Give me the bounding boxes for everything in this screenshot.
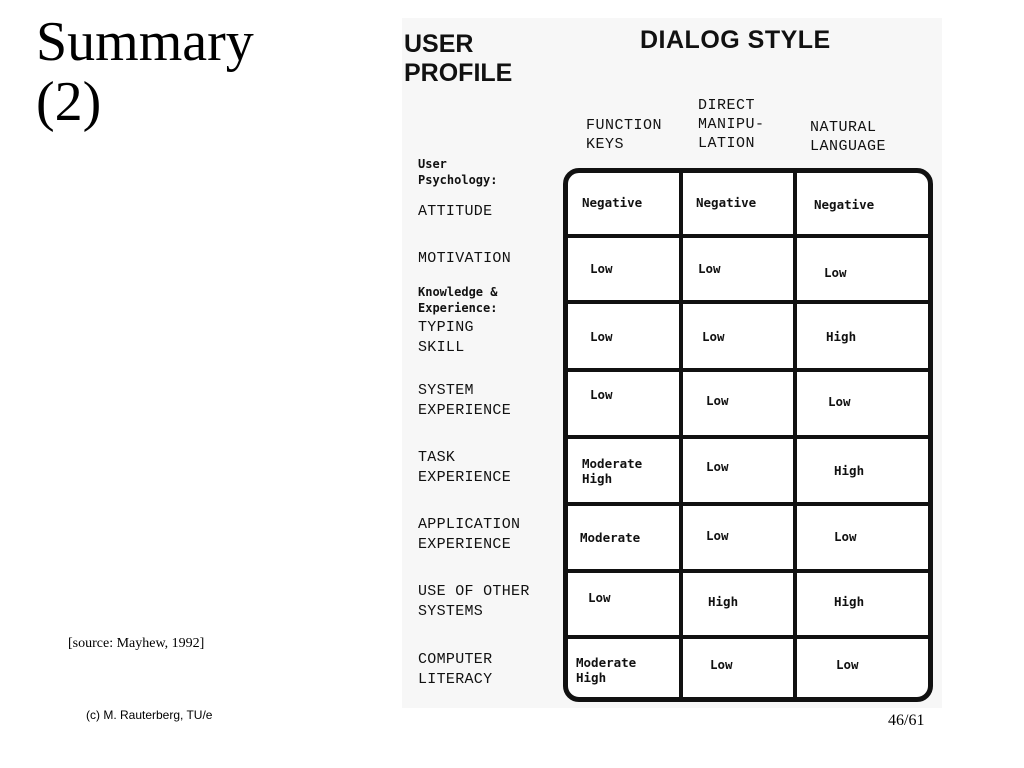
row-label-typing-skill xyxy=(418,318,474,358)
user-profile-heading-line-2: PROFILE xyxy=(404,59,513,87)
grid-cell-text: Low xyxy=(702,329,725,344)
section-label-user-psychology xyxy=(418,156,497,188)
grid-cell xyxy=(834,463,864,478)
section-label-line: Knowledge & xyxy=(418,285,498,299)
page-number: 46/61 xyxy=(888,712,925,729)
grid-cell xyxy=(710,657,733,672)
grid-cell xyxy=(590,387,613,402)
footer-copyright: (c) M. Rauterberg, TU/e xyxy=(86,708,213,722)
grid-cell-text: High xyxy=(826,329,857,344)
grid-cell-text: Low xyxy=(590,387,613,402)
section-label-knowledge-experience xyxy=(418,284,497,316)
column-header-function-keys xyxy=(586,116,662,154)
dialog-style-heading: DIALOG STYLE xyxy=(640,26,831,54)
grid-cell-text: Low xyxy=(706,393,729,408)
grid-cell xyxy=(702,329,725,344)
column-header-line: LATION xyxy=(698,135,756,152)
column-header-line: NATURAL xyxy=(810,119,877,136)
user-profile-heading xyxy=(404,30,512,88)
column-header-natural-language xyxy=(810,118,886,156)
row-label-attitude xyxy=(418,202,492,222)
source-citation: [source: Mayhew, 1992] xyxy=(68,636,205,651)
row-label-line: COMPUTER xyxy=(418,651,493,668)
grid-cell xyxy=(836,657,859,672)
grid-cell xyxy=(590,261,613,276)
grid-cell xyxy=(814,197,874,212)
grid-cell xyxy=(588,590,611,605)
row-label-computer-literacy xyxy=(418,650,492,690)
grid-cell xyxy=(576,655,636,685)
grid-cell xyxy=(698,261,721,276)
row-label-line: SYSTEMS xyxy=(418,603,484,620)
row-label-line: USE OF OTHER xyxy=(418,583,530,600)
column-header-line: FUNCTION xyxy=(586,117,663,134)
row-label-application-experience xyxy=(418,515,520,555)
grid-cell-text: High xyxy=(834,594,865,609)
slide-title xyxy=(36,12,366,133)
grid-cell xyxy=(580,530,640,545)
row-label-use-of-other-systems xyxy=(418,582,530,622)
grid-row-divider xyxy=(568,368,928,372)
grid-cell xyxy=(590,329,613,344)
grid-cell xyxy=(706,393,729,408)
grid-cell xyxy=(706,459,729,474)
row-label-line: APPLICATION xyxy=(418,516,521,533)
row-label-line: SKILL xyxy=(418,339,465,356)
section-label-line: Psychology: xyxy=(418,173,498,187)
column-header-direct-manipulation xyxy=(698,96,765,153)
grid-cell xyxy=(708,594,738,609)
dialog-style-grid xyxy=(563,168,933,702)
grid-cell-text: Low xyxy=(706,528,729,543)
grid-cell-text: Moderate xyxy=(580,530,641,545)
grid-cell-text: Low xyxy=(824,265,847,280)
grid-cell-text: Low xyxy=(590,261,613,276)
slide-title-line-1: Summary xyxy=(36,11,254,73)
user-profile-heading-line-1: USER xyxy=(404,30,474,58)
grid-cell-text: Negative xyxy=(582,195,643,210)
grid-cell xyxy=(834,529,857,544)
grid-cell xyxy=(582,456,642,486)
row-label-line: MOTIVATION xyxy=(418,250,512,267)
grid-row-divider xyxy=(568,234,928,238)
row-label-line: SYSTEM xyxy=(418,382,474,399)
row-label-line: EXPERIENCE xyxy=(418,536,512,553)
section-label-line: Experience: xyxy=(418,301,498,315)
grid-cell xyxy=(834,594,864,609)
grid-row-divider xyxy=(568,502,928,506)
grid-row-divider xyxy=(568,300,928,304)
row-label-line: EXPERIENCE xyxy=(418,402,512,419)
grid-cell xyxy=(582,195,642,210)
grid-cell-text: Low xyxy=(834,529,857,544)
column-header-line: LANGUAGE xyxy=(810,138,887,155)
grid-cell-text: Low xyxy=(588,590,611,605)
grid-cell-text: Low xyxy=(706,459,729,474)
grid-cell-text: Moderate xyxy=(576,655,637,670)
grid-cell-text: High xyxy=(582,471,613,486)
grid-cell-text: Moderate xyxy=(582,456,643,471)
grid-cell-text: Negative xyxy=(814,197,875,212)
grid-cell-text: High xyxy=(576,670,607,685)
grid-cell xyxy=(696,195,756,210)
grid-cell-text: High xyxy=(708,594,739,609)
grid-row-divider xyxy=(568,435,928,439)
column-header-line: DIRECT xyxy=(698,97,756,114)
grid-cell xyxy=(826,329,856,344)
grid-cell-text: Low xyxy=(836,657,859,672)
row-label-line: TYPING xyxy=(418,319,474,336)
row-label-task-experience xyxy=(418,448,511,488)
row-label-motivation xyxy=(418,249,511,269)
grid-cell xyxy=(824,265,847,280)
grid-cell-text: Low xyxy=(698,261,721,276)
grid-cell-text: Low xyxy=(828,394,851,409)
slide-title-line-2: (2) xyxy=(36,71,102,134)
grid-cell-text: High xyxy=(834,463,865,478)
user-profile-dialog-style-figure xyxy=(402,18,942,708)
row-label-line: ATTITUDE xyxy=(418,203,493,220)
row-label-line: EXPERIENCE xyxy=(418,469,512,486)
grid-cell-text: Negative xyxy=(696,195,757,210)
grid-row-divider xyxy=(568,569,928,573)
row-label-line: LITERACY xyxy=(418,671,493,688)
grid-cell-text: Low xyxy=(590,329,613,344)
grid-row-divider xyxy=(568,635,928,639)
row-label-system-experience xyxy=(418,381,511,421)
grid-cell xyxy=(828,394,851,409)
grid-cell-text: Low xyxy=(710,657,733,672)
row-label-line: TASK xyxy=(418,449,456,466)
column-header-line: KEYS xyxy=(586,136,625,153)
grid-cell xyxy=(706,528,729,543)
column-header-line: MANIPU- xyxy=(698,116,765,133)
section-label-line: User xyxy=(418,157,447,171)
